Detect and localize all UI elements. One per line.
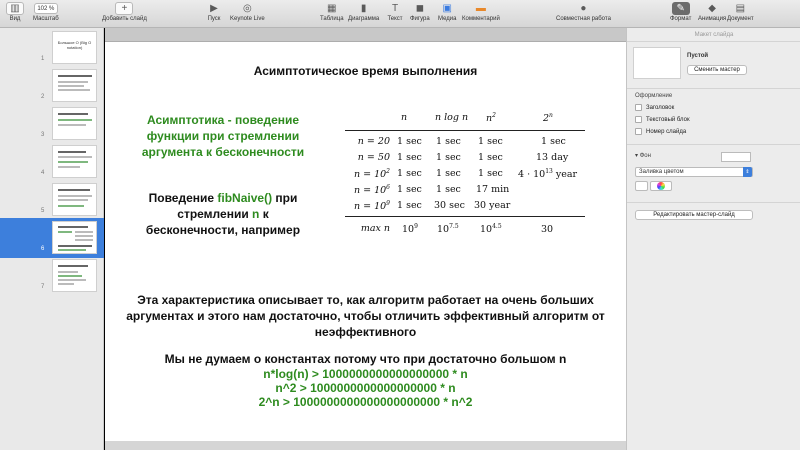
- broadcast-icon: ◎: [242, 3, 252, 14]
- row-label: n = 50: [357, 152, 390, 163]
- table-cell: 13 day: [536, 152, 569, 163]
- slide-thumbnail-1[interactable]: [0, 28, 104, 68]
- fibnaive-behavior-text[interactable]: [133, 190, 313, 238]
- slide-number: 6: [41, 246, 45, 252]
- ruler: [105, 28, 626, 42]
- add-slide-label: Добавить слайд: [102, 16, 147, 22]
- table-button[interactable]: [320, 2, 344, 22]
- inspector-header: Макет слайда: [627, 28, 800, 42]
- header-n-squared: $n^2$: [486, 112, 496, 124]
- table-cell: 1 sec: [397, 200, 422, 211]
- change-master-button[interactable]: Сменить мастер: [687, 65, 747, 75]
- slide-thumbnail-6[interactable]: [0, 218, 104, 258]
- row-label: $n = 10^6$: [353, 184, 390, 196]
- thumbnail-title: Большое O (Big O notation): [57, 40, 92, 50]
- checkbox-label: Заголовок: [646, 104, 675, 111]
- table-top-rule: [345, 130, 585, 131]
- row-label: $n = 10^9$: [353, 200, 390, 212]
- background-color-swatch[interactable]: [721, 152, 751, 162]
- background-label: ▾ Фон: [635, 153, 651, 159]
- document-icon: ▤: [735, 3, 746, 14]
- text-icon: T: [391, 3, 399, 14]
- document-label: Документ: [727, 16, 754, 22]
- sidebar-icon: ▥: [6, 2, 24, 15]
- table-cell: 1 sec: [397, 136, 422, 147]
- table-cell: $4 \cdot 10^{13}$ year: [518, 168, 578, 180]
- thumbnail-image: [52, 221, 97, 254]
- table-icon: ▦: [327, 3, 337, 14]
- add-slide-button[interactable]: [102, 2, 147, 22]
- divider: [627, 88, 800, 89]
- checkbox-label: Текстовый блок: [646, 116, 690, 123]
- slide-number: 2: [41, 94, 45, 100]
- master-thumbnail[interactable]: [633, 47, 681, 79]
- table-mid-rule: [345, 216, 585, 217]
- fill-type-select[interactable]: [635, 167, 753, 177]
- format-button[interactable]: [670, 2, 691, 22]
- shape-icon: ◼: [415, 3, 425, 14]
- thumbnail-image: [52, 107, 97, 140]
- chart-icon: ▮: [360, 3, 367, 14]
- view-label: Вид: [9, 16, 21, 22]
- text-label: Текст: [387, 16, 403, 22]
- animate-label: Анимация: [698, 16, 727, 22]
- collaborate-label: Совместная работа: [556, 16, 611, 22]
- row-label: $n = 10^2$: [353, 168, 390, 180]
- divider: [627, 144, 800, 145]
- table-cell: 1 sec: [478, 152, 503, 163]
- max-value: $10^{4.5}$: [480, 223, 502, 235]
- header-2-pow-n: 2$^n$: [543, 112, 553, 124]
- table-cell: 17 min: [476, 184, 510, 195]
- title-checkbox[interactable]: [635, 104, 674, 111]
- slide-number: 5: [41, 208, 45, 214]
- table-cell: 30 year: [474, 200, 511, 211]
- formula-n-squared[interactable]: n^2 > 1000000000000000000 * n: [275, 381, 456, 395]
- table-cell: 30 sec: [434, 200, 465, 211]
- checkbox-box: [635, 104, 642, 111]
- thumbnail-image: [52, 69, 97, 102]
- slide-thumbnail-7[interactable]: [0, 256, 104, 296]
- slide-thumbnail-4[interactable]: [0, 142, 104, 182]
- slide-number: 7: [41, 284, 45, 290]
- description-text[interactable]: Эта характеристика описывает то, как алгоритм работает на очень больших аргументах и этого нам достаточно, чтобы отличить эффективный алгоритм от неэффективного: [126, 293, 605, 339]
- table-label: Таблица: [320, 16, 344, 22]
- zoom-select[interactable]: 102 %: [34, 3, 58, 14]
- slide-number: 3: [41, 132, 45, 138]
- table-cell: 1 sec: [436, 184, 461, 195]
- thumbnail-image: [52, 145, 97, 178]
- slide-canvas: [105, 28, 626, 450]
- media-icon: ▣: [442, 3, 452, 14]
- slide-thumbnail-3[interactable]: [0, 104, 104, 144]
- max-label: max n: [360, 223, 390, 234]
- body-checkbox[interactable]: [635, 116, 690, 123]
- chart-button[interactable]: [348, 2, 379, 22]
- play-label: Пуск: [207, 16, 221, 22]
- table-cell: 1 sec: [478, 136, 503, 147]
- behavior-text-1: Поведение: [148, 191, 218, 205]
- formula-nlogn[interactable]: n*log(n) > 1000000000000000000 * n: [263, 367, 468, 381]
- max-value: $10^{7.5}$: [437, 223, 459, 235]
- collaborate-button[interactable]: [556, 2, 611, 22]
- table-cell: 1 sec: [436, 168, 461, 179]
- color-wheel-icon: [657, 182, 665, 190]
- slide-number-checkbox[interactable]: [635, 128, 686, 135]
- slide-title[interactable]: Асимптотическое время выполнения: [253, 64, 478, 78]
- slide[interactable]: [105, 42, 626, 441]
- collaborate-icon: ●: [580, 3, 587, 14]
- toolbar: [0, 0, 800, 28]
- max-value: $10^9$: [402, 223, 418, 235]
- comment-button[interactable]: [462, 2, 500, 22]
- table-cell: 1 sec: [397, 152, 422, 163]
- paintbrush-icon: ✎: [672, 2, 690, 15]
- checkbox-label: Номер слайда: [646, 128, 687, 135]
- fill-preview[interactable]: [635, 181, 648, 191]
- plus-icon: +: [115, 2, 133, 15]
- thumbnail-image: [52, 31, 97, 64]
- table-cell: 1 sec: [541, 136, 566, 147]
- row-label: n = 20: [357, 136, 390, 147]
- slide-number: 1: [41, 56, 45, 62]
- behavior-text-3: к бесконечности, например: [145, 207, 301, 237]
- comment-icon: ▬: [475, 3, 486, 14]
- variable-n: n: [252, 207, 260, 221]
- shape-button[interactable]: [410, 2, 430, 22]
- slide-thumbnail-2[interactable]: [0, 66, 104, 106]
- keynote-live-label: Keynote Live: [230, 16, 265, 22]
- master-name: Пустой: [687, 53, 709, 59]
- document-button[interactable]: [727, 2, 754, 22]
- table-cell: 1 sec: [478, 168, 503, 179]
- thumbnail-image: [52, 259, 97, 292]
- zoom-control[interactable]: [33, 2, 59, 22]
- max-value: 30: [541, 224, 554, 235]
- format-inspector: [626, 28, 800, 450]
- shape-label: Фигура: [410, 16, 430, 22]
- constants-note[interactable]: Мы не думаем о константах потому что при достаточно большом n: [164, 352, 567, 366]
- format-label: Формат: [670, 16, 692, 22]
- header-n: n: [401, 112, 408, 123]
- slide-thumbnail-5[interactable]: [0, 180, 104, 220]
- checkbox-box: [635, 116, 642, 123]
- media-button[interactable]: [438, 2, 456, 22]
- animate-button[interactable]: [698, 2, 726, 22]
- checkbox-box: [635, 128, 642, 135]
- play-icon: ▶: [210, 3, 218, 14]
- play-button[interactable]: [205, 2, 223, 22]
- appearance-label: Оформление: [635, 93, 673, 99]
- disclosure-triangle-icon[interactable]: ▾: [635, 153, 640, 159]
- fill-type-value: Заливка цветом: [639, 169, 684, 175]
- header-nlogn: n log n: [435, 112, 469, 123]
- thumbnail-image: [52, 183, 97, 216]
- table-cell: 1 sec: [436, 152, 461, 163]
- table-cell: 1 sec: [436, 136, 461, 147]
- fibnaive-name: fibNaive(): [217, 191, 273, 205]
- slide-number: 4: [41, 170, 45, 176]
- text-button[interactable]: [386, 2, 404, 22]
- divider: [627, 202, 800, 203]
- asymptotic-definition[interactable]: Асимптотика - поведение функции при стремлении аргумента к бесконечности: [141, 113, 305, 159]
- behavior-text-2: при стремлении: [177, 191, 298, 221]
- slide-navigator: [0, 28, 104, 450]
- comment-label: Комментарий: [462, 16, 500, 22]
- chevron-updown-icon: ⇕: [743, 167, 752, 177]
- canvas-footer: [105, 441, 626, 450]
- zoom-label: Масштаб: [33, 16, 59, 22]
- formula-2-pow-n[interactable]: 2^n > 1000000000000000000000 * n^2: [258, 395, 473, 409]
- keynote-live-button[interactable]: [230, 2, 265, 22]
- media-label: Медиа: [438, 16, 457, 22]
- animate-icon: ◆: [708, 3, 716, 14]
- view-button[interactable]: [6, 2, 24, 22]
- chart-label: Диаграмма: [348, 16, 380, 22]
- table-cell: 1 sec: [397, 168, 422, 179]
- edit-master-button[interactable]: Редактировать мастер-слайд: [635, 210, 753, 220]
- table-cell: 1 sec: [397, 184, 422, 195]
